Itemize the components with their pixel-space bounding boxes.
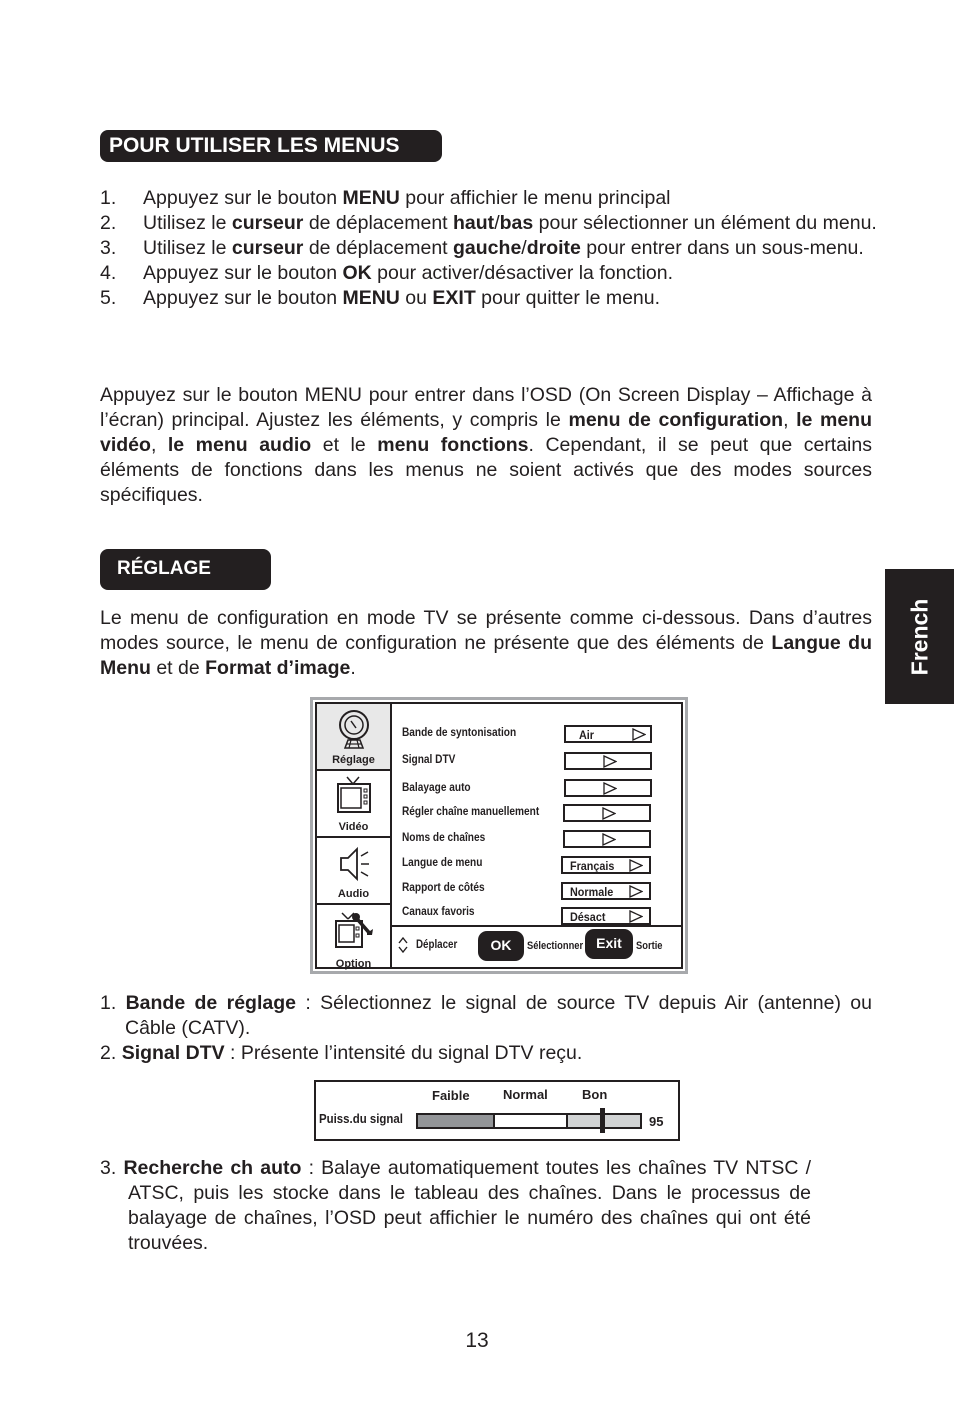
osd-sidebar xyxy=(317,704,392,970)
osd-row-label: Noms de chaînes xyxy=(402,832,486,844)
exit-button: Exit xyxy=(585,929,633,959)
osd-tab-reglage: Réglage xyxy=(317,704,390,771)
signal-bar-weak-segment xyxy=(418,1115,495,1127)
bon-label: Bon xyxy=(582,1087,608,1102)
section-heading-menus: POUR UTILISER LES MENUS xyxy=(100,130,442,162)
list-item: 1. Appuyez sur le bouton MENU pour affichier le menu principal xyxy=(100,187,671,209)
description-list xyxy=(100,1156,811,1256)
language-side-tab: French xyxy=(885,569,954,704)
osd-row-value-box: Désact xyxy=(561,907,651,925)
osd-row-value-box xyxy=(564,779,652,797)
osd-row-value-box: Français xyxy=(561,856,651,874)
faible-label: Faible xyxy=(432,1088,470,1103)
osd-menu-figure xyxy=(310,697,688,974)
list-item: 4. Appuyez sur le bouton OK pour activer/désactiver la fonction. xyxy=(100,262,674,284)
ok-button: OK xyxy=(478,931,524,961)
list-item: 2. Signal DTV : Présente l’intensité du signal DTV reçu. xyxy=(100,1042,583,1064)
section-heading-reglage: RÉGLAGE xyxy=(100,549,271,590)
play-arrow-icon xyxy=(629,859,643,872)
move-hint: Déplacer xyxy=(416,939,458,951)
list-item: 3. Recherche ch auto : Balaye automatiquement toutes les chaînes TV NTSC / ATSC, puis les stocke dans le tableau des chaînes. Dans le processus de balayage de chaînes, l’OSD peut affichier le numéro des chaînes qui ont été trouvées. xyxy=(100,1157,811,1254)
steps-list xyxy=(100,186,880,311)
satellite-icon xyxy=(337,708,371,752)
description-list xyxy=(100,991,872,1066)
page-number: 13 xyxy=(465,1329,489,1352)
normal-label: Normal xyxy=(503,1087,548,1102)
speaker-icon xyxy=(337,844,371,884)
osd-row-label: Canaux favoris xyxy=(402,906,475,918)
tv-icon xyxy=(336,775,372,815)
select-hint: Sélectionner xyxy=(527,940,584,952)
osd-tab-video: Vidéo xyxy=(317,771,390,838)
exit-hint: Sortie xyxy=(636,940,663,952)
intro-paragraph: Appuyez sur le bouton MENU pour entrer dans l’OSD (On Screen Display – Affichage à l’écran) principal. Ajustez les éléments, y compris le menu de configuration, le menu vidéo, le menu audio et le menu fonctions. Cependant, il se peut que certains éléments de fonctions dans les menus ne soient activés que des modes sources spécifiques. xyxy=(100,384,873,506)
osd-tab-option: Option xyxy=(317,905,390,973)
list-item: 1. Bande de réglage : Sélectionnez le signal de source TV depuis Air (antenne) ou Câble (CATV). xyxy=(100,992,872,1039)
osd-row-label: Rapport de côtés xyxy=(402,882,485,894)
signal-strength-figure xyxy=(314,1080,680,1141)
play-arrow-icon xyxy=(603,782,617,795)
osd-tab-audio: Audio xyxy=(317,838,390,905)
list-item: 3. Utilisez le curseur de déplacement gauche/droite pour entrer dans un sous-menu. xyxy=(100,237,864,259)
osd-row-label: Langue de menu xyxy=(402,857,483,869)
osd-row-value-box: Air xyxy=(564,725,652,743)
signal-value: 95 xyxy=(649,1114,664,1129)
osd-row-value-box xyxy=(563,804,651,822)
signal-bar xyxy=(416,1113,642,1129)
tv-wrench-icon xyxy=(334,909,374,951)
up-down-arrows-icon xyxy=(398,937,408,953)
play-arrow-icon xyxy=(632,728,646,741)
play-arrow-icon xyxy=(602,807,616,820)
play-arrow-icon xyxy=(629,910,643,923)
reglage-paragraph: Le menu de configuration en mode TV se présente comme ci-dessous. Dans d’autres modes source, le menu de configuration ne présente que des éléments de Langue du Menu et de Format d’image. xyxy=(100,607,873,679)
signal-label: Puiss.du signal xyxy=(319,1111,403,1126)
osd-row-label: Régler chaîne manuellement xyxy=(402,806,540,818)
play-arrow-icon xyxy=(629,885,643,898)
list-item: 2. Utilisez le curseur de déplacement haut/bas pour sélectionner un élément du menu. xyxy=(100,212,877,234)
osd-row-value-box xyxy=(564,752,652,770)
signal-level-marker xyxy=(600,1108,605,1133)
play-arrow-icon xyxy=(603,755,617,768)
osd-row-label: Balayage auto xyxy=(402,782,471,794)
osd-row-label: Signal DTV xyxy=(402,754,456,766)
osd-row-value-box: Normale xyxy=(561,882,651,900)
osd-row-label: Bande de syntonisation xyxy=(402,727,517,739)
osd-row-value-box xyxy=(563,830,651,848)
osd-bottom-bar xyxy=(390,925,681,967)
play-arrow-icon xyxy=(602,833,616,846)
list-item: 5. Appuyez sur le bouton MENU ou EXIT pour quitter le menu. xyxy=(100,287,661,309)
